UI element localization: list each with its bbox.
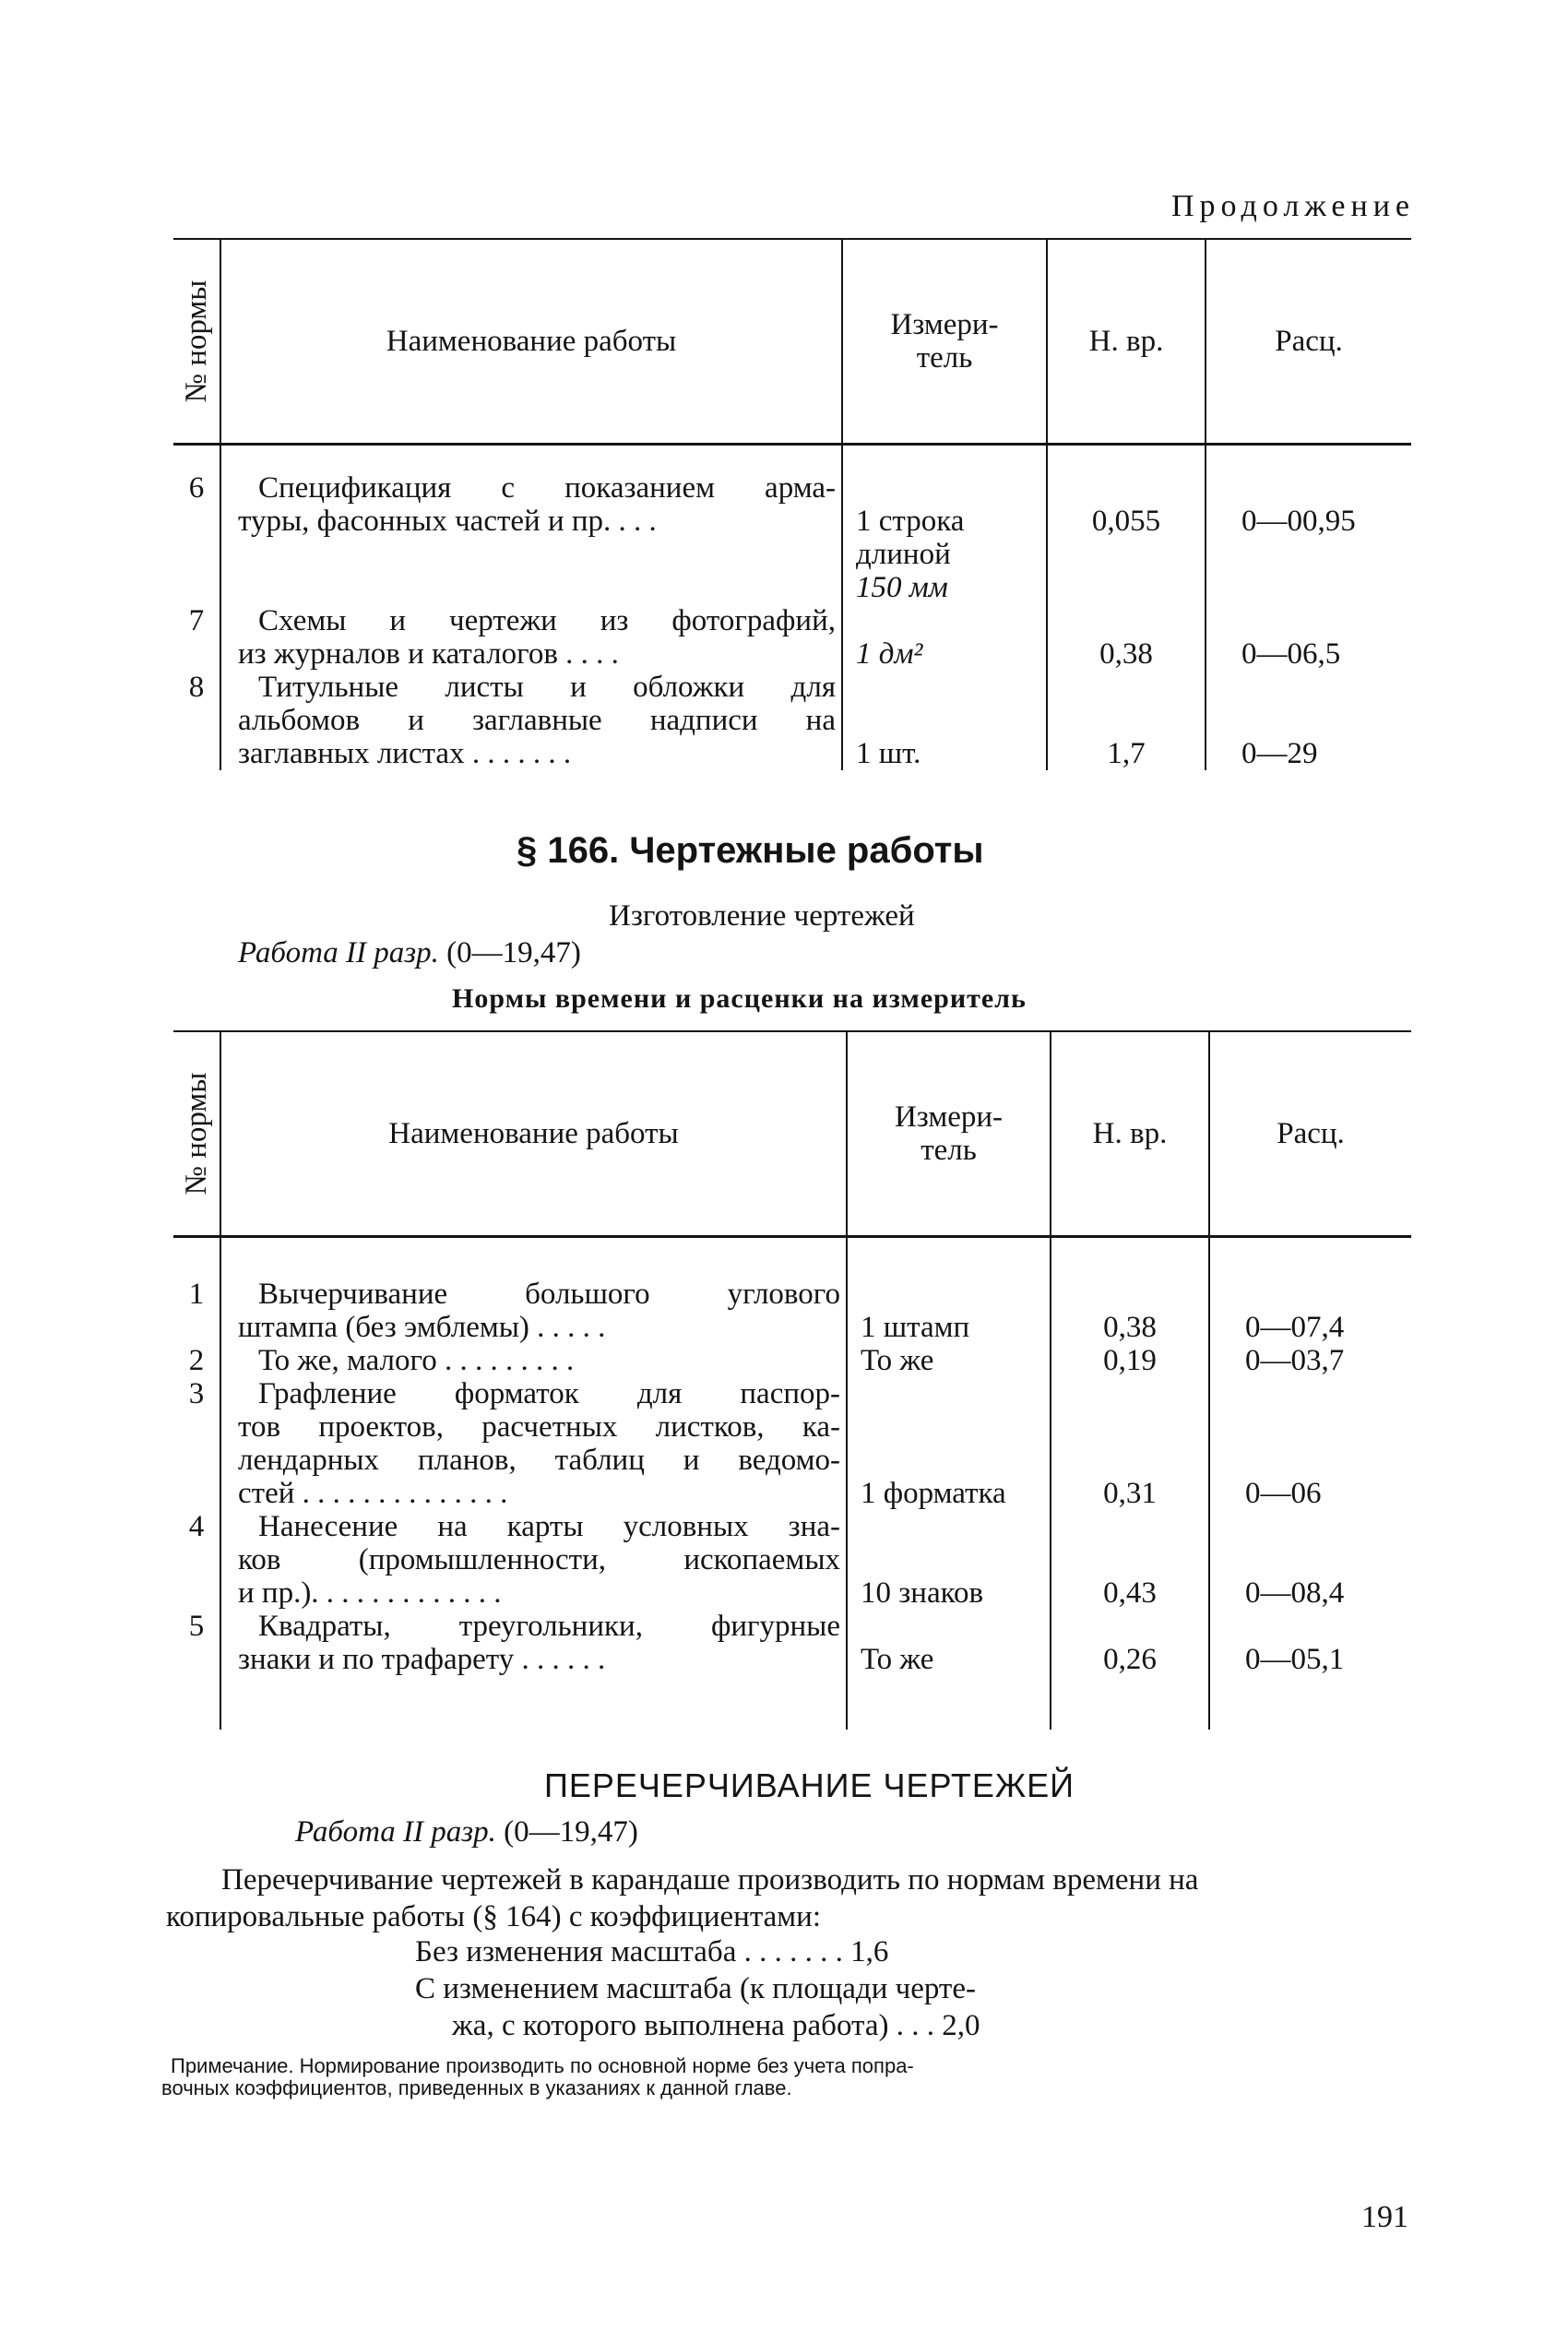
norms-caption: Нормы времени и расценки на измеритель: [452, 983, 1027, 1014]
work-class-line: Работа II разр. (0—19,47): [238, 936, 581, 969]
header-work-name: Наименование работы: [220, 1031, 847, 1236]
header-rate: Расц.: [1209, 1031, 1411, 1236]
measure-cell: 1 форматка: [847, 1377, 1051, 1510]
header-work-name: Наименование работы: [220, 239, 842, 444]
time-norm: 0,38: [1051, 1278, 1209, 1344]
header-time-norm: Н. вр.: [1051, 1031, 1209, 1236]
header-norm-number: № нормы: [173, 239, 220, 444]
measure-cell: То же: [847, 1610, 1051, 1676]
table-row: 1 Вычерчивание большого углового штампа (без эмблемы) . . . . . 1 штамп 0,38 0—07,4: [173, 1278, 1411, 1344]
rate-value: 0—00,95: [1206, 471, 1411, 604]
table-row: 3 Графление форматок для паспор- тов проектов, расчетных листков, ка- лендарных планов, таблиц и ведомо- стей . . . . . . . . . . . . . . 1 форматка 0,31 0—06: [173, 1377, 1411, 1510]
rate-value: 0—06: [1209, 1377, 1411, 1510]
work-name: Схемы и чертежи из фотографий, из журналов и каталогов . . . .: [220, 604, 842, 671]
section-title: § 166. Чертежные работы: [517, 830, 984, 871]
rate-value: 0—07,4: [1209, 1278, 1411, 1344]
subtitle-making: Изготовление чертежей: [609, 899, 915, 933]
footnote: Примечание. Нормирование производить по основной норме без учета попра- вочных коэффициентов, приведенных в указаниях к данной главе.: [161, 2054, 914, 2099]
rate-value: 0—05,1: [1209, 1610, 1411, 1676]
measure-cell: 1 шт.: [842, 671, 1047, 770]
coefficient-line: С изменением масштаба (к площади черте-: [415, 1972, 976, 2005]
time-norm: 1,7: [1047, 671, 1206, 770]
rate-value: 0—08,4: [1209, 1510, 1411, 1610]
header-measure: Измери- тель: [847, 1031, 1051, 1236]
table-row: 5 Квадраты, треугольники, фигурные знаки и по трафарету . . . . . . То же 0,26 0—05,1: [173, 1610, 1411, 1676]
work-name: То же, малого . . . . . . . . .: [220, 1344, 847, 1377]
header-rate: Расц.: [1206, 239, 1411, 444]
table-row: 4 Нанесение на карты условных зна- ков (промышленности, ископаемых и пр.). . . . . . . . . . . . . 10 знаков 0,43 0—08,4: [173, 1510, 1411, 1610]
measure-cell: 1 дм²: [842, 604, 1047, 671]
coefficient-line: жа, с которого выполнена работа) . . . 2,0: [452, 2009, 980, 2042]
work-name: Вычерчивание большого углового штампа (без эмблемы) . . . . .: [220, 1278, 847, 1344]
redraw-heading: ПЕРЕЧЕРЧИВАНИЕ ЧЕРТЕЖЕЙ: [544, 1766, 1075, 1804]
time-norm: 0,43: [1051, 1510, 1209, 1610]
rate-value: 0—06,5: [1206, 604, 1411, 671]
measure-cell: 1 строка длиной 150 мм: [842, 471, 1047, 604]
norms-table-continued: [173, 238, 1411, 770]
time-norm: 0,055: [1047, 471, 1206, 604]
table-row: 6 Спецификация с показанием арма- туры, фасонных частей и пр. . . . 1 строка длиной 150 мм 0,055 0—00,95: [173, 471, 1411, 604]
time-norm: 0,38: [1047, 604, 1206, 671]
work-name: Квадраты, треугольники, фигурные знаки и по трафарету . . . . . .: [220, 1610, 847, 1676]
header-norm-number: № нормы: [173, 1031, 220, 1236]
work-name: Спецификация с показанием арма- туры, фасонных частей и пр. . . .: [220, 471, 842, 604]
time-norm: 0,31: [1051, 1377, 1209, 1510]
measure-cell: 10 знаков: [847, 1510, 1051, 1610]
coefficient-line: Без изменения масштаба . . . . . . . 1,6: [415, 1935, 889, 1968]
rate-value: 0—29: [1206, 671, 1411, 770]
header-time-norm: Н. вр.: [1047, 239, 1206, 444]
time-norm: 0,26: [1051, 1610, 1209, 1676]
work-class-line: Работа II разр. (0—19,47): [295, 1815, 638, 1849]
work-name: Нанесение на карты условных зна- ков (промышленности, ископаемых и пр.). . . . . . . . . . . . .: [220, 1510, 847, 1610]
table-row: 7 Схемы и чертежи из фотографий, из журналов и каталогов . . . . 1 дм² 0,38 0—06,5: [173, 604, 1411, 671]
table-row: 2 То же, малого . . . . . . . . . То же 0,19 0—03,7: [173, 1344, 1411, 1377]
continuation-label: Продолжение: [1170, 189, 1415, 223]
measure-cell: То же: [847, 1344, 1051, 1377]
page-number: 191: [1361, 2200, 1408, 2234]
table-row: 8 Титульные листы и обложки для альбомов и заглавные надписи на заглавных листах . . . . . . . 1 шт. 1,7 0—29: [173, 671, 1411, 770]
rate-value: 0—03,7: [1209, 1344, 1411, 1377]
time-norm: 0,19: [1051, 1344, 1209, 1377]
work-name: Титульные листы и обложки для альбомов и заглавные надписи на заглавных листах . . . . . . .: [220, 671, 842, 770]
norms-table-drawing: [173, 1030, 1411, 1730]
measure-cell: 1 штамп: [847, 1278, 1051, 1344]
redraw-paragraph: Перечерчивание чертежей в карандаше производить по нормам времени на копировальные работы (§ 164) с коэффициентами:: [166, 1863, 1199, 1933]
header-measure: Измери- тель: [842, 239, 1047, 444]
work-name: Графление форматок для паспор- тов проектов, расчетных листков, ка- лендарных планов, таблиц и ведомо- стей . . . . . . . . . . . . . .: [220, 1377, 847, 1510]
